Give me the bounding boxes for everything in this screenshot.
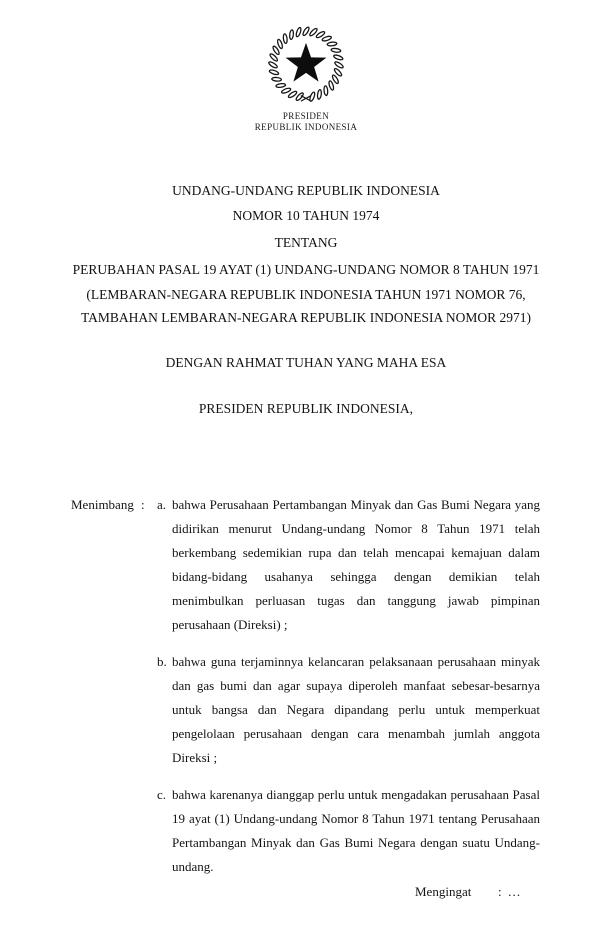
spacer — [141, 650, 157, 770]
menimbang-colon: : — [141, 497, 145, 512]
subject-line1: PERUBAHAN PASAL 19 AYAT (1) UNDANG-UNDANG NOMOR 8 TAHUN 1971 — [72, 262, 540, 277]
spacer — [71, 783, 141, 879]
letterhead-republik-indonesia: REPUBLIK INDONESIA — [254, 122, 358, 132]
item-marker-a: a. — [157, 497, 167, 512]
mengingat-colon: : — [498, 884, 502, 899]
letterhead — [0, 24, 612, 133]
menimbang-label: Menimbang — [71, 497, 134, 512]
title-block — [36, 184, 576, 325]
mengingat-continuation — [415, 884, 521, 900]
consideration-text-a: bahwa Perusahaan Pertambangan Minyak dan Gas Bumi Negara yang didirikan menurut Undang-undang Nomor 8 Tahun 1971 telah berkembang sedemikian rupa dan telah mencapai kemajuan dalam bidang-bidang usahanya sehingga dengan demikian telah menimbulkan perluasan tugas dan tanggung jawab pimpinan perusahaan (Direksi) ; — [172, 497, 540, 632]
subject-line2: (LEMBARAN-NEGARA REPUBLIK INDONESIA TAHUN 1971 NOMOR 76, — [86, 287, 526, 302]
issuer-line: PRESIDEN REPUBLIK INDONESIA, — [198, 401, 414, 416]
spacer — [71, 650, 141, 770]
item-marker-b: b. — [157, 654, 167, 669]
consideration-text-b: bahwa guna terjaminnya kelancaran pelaksanaan perusahaan minyak dan gas bumi dan agar supaya diperoleh manfaat sebesar-besarnya untuk bangsa dan Negara dipandang perlu untuk memperkuat pengelolaan perusahaan dengan cara menambah jumlah anggota Direksi ; — [172, 654, 540, 765]
star-in-wreath-emblem-icon — [263, 24, 349, 108]
law-title-line1: UNDANG-UNDANG REPUBLIK INDONESIA — [172, 183, 440, 198]
consideration-text-c: bahwa karenanya dianggap perlu untuk mengadakan perusahaan Pasal 19 ayat (1) Undang-undang Nomor 8 Tahun 1971 tentang Perusahaan Pertambangan Minyak dan Gas Bumi Negara dengan suatu Undang-undang. — [172, 787, 540, 874]
mengingat-label: Mengingat — [415, 884, 472, 899]
item-marker-c: c. — [157, 787, 167, 802]
subject-line3: TAMBAHAN LEMBARAN-NEGARA REPUBLIK INDONESIA NOMOR 2971) — [80, 310, 532, 325]
law-title-line2: NOMOR 10 TAHUN 1974 — [232, 208, 380, 223]
star-icon — [286, 43, 327, 82]
tentang-heading: TENTANG — [274, 235, 338, 250]
letterhead-presiden: PRESIDEN — [282, 111, 330, 121]
spacer — [141, 783, 157, 879]
considerations-section — [71, 493, 540, 879]
grace-line: DENGAN RAHMAT TUHAN YANG MAHA ESA — [165, 355, 447, 370]
continuation-ellipsis: … — [507, 884, 521, 899]
